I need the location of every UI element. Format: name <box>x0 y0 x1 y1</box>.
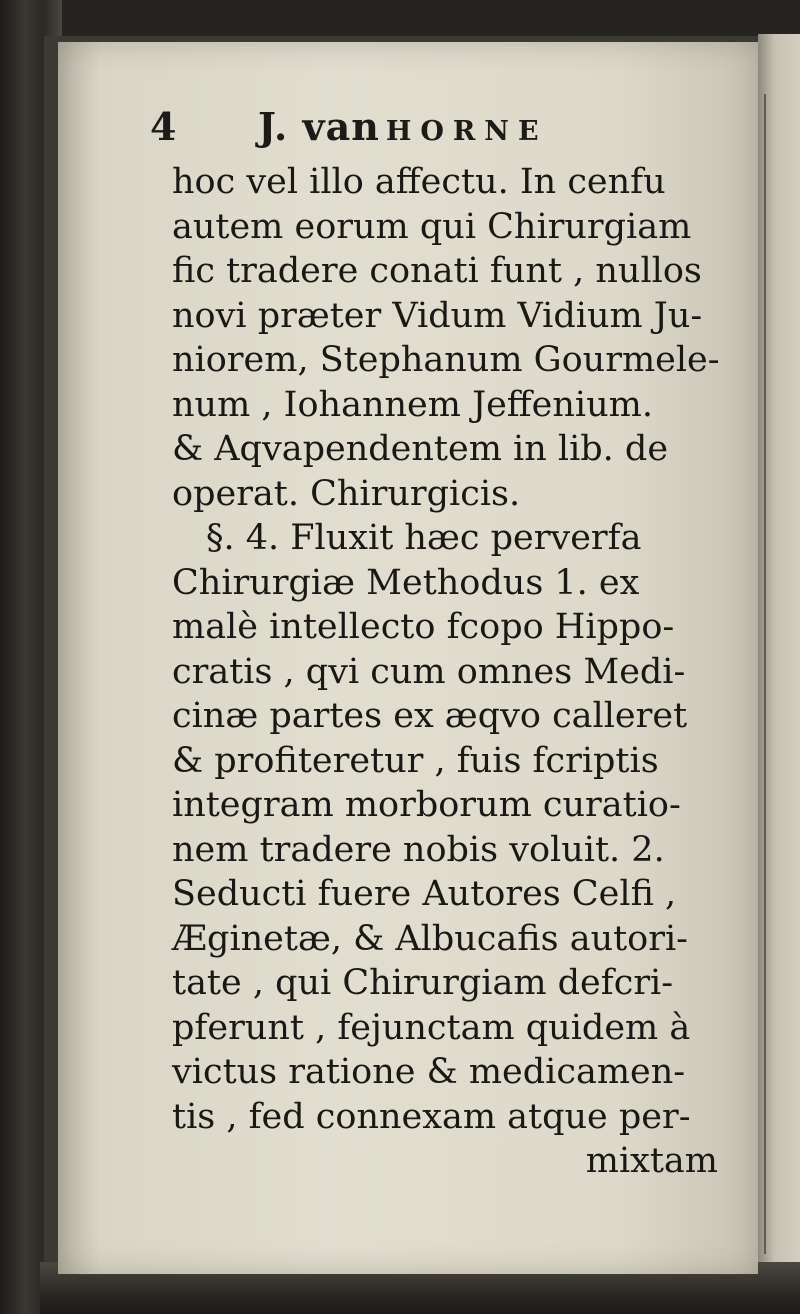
text-line: pferunt , fejunctam quidem à <box>172 1007 691 1048</box>
text-line: & profiteretur , fuis fcriptis <box>172 740 659 781</box>
section-heading-line: §. 4. Fluxit hæc perverfa <box>206 518 642 558</box>
text-line: novi præter Vidum Vidium Ju- <box>172 295 703 336</box>
text-line: niorem, Stephanum Gourmele- <box>172 340 720 380</box>
text-line: num , Iohannem Jeffenium. <box>172 384 653 425</box>
facing-page-edge <box>758 34 800 1284</box>
catchword: mixtam <box>585 1141 718 1181</box>
text-line: Æginetæ, & Albucafis autori- <box>172 918 688 959</box>
text-line: autem eorum qui Chirurgiam <box>172 206 692 247</box>
text-line: operat. Chirurgicis. <box>172 473 521 514</box>
text-line: Seducti fuere Autores Celfi , <box>172 874 677 914</box>
text-line: cinæ partes ex æqvo calleret <box>172 696 688 736</box>
text-line: cratis , qvi cum omnes Medi- <box>172 651 686 692</box>
text-line: nem tradere nobis voluit. 2. <box>172 829 665 870</box>
author-initial: J. van <box>258 104 380 149</box>
text-line: malè intellecto fcopo Hippo- <box>172 607 675 647</box>
text-line: tate , qui Chirurgiam defcri- <box>172 963 674 1003</box>
running-head-author <box>258 104 548 149</box>
text-line: victus ratione & medicamen- <box>172 1052 686 1092</box>
text-line: tis , fed connexam atque per- <box>172 1096 691 1137</box>
text-line: hoc vel illo affectu. In cenfu <box>172 162 666 202</box>
text-line: Chirurgiæ Methodus 1. ex <box>172 562 640 603</box>
text-line: fic tradere conati funt , nullos <box>172 251 702 291</box>
body-text <box>172 160 732 1184</box>
page-number: 4 <box>150 104 177 149</box>
text-line: integram morborum curatio- <box>172 785 681 825</box>
running-header <box>150 104 548 150</box>
text-line: & Aqvapendentem in lib. de <box>172 429 669 469</box>
page-gutter-line <box>764 94 766 1254</box>
author-name: HORNE <box>385 116 548 147</box>
